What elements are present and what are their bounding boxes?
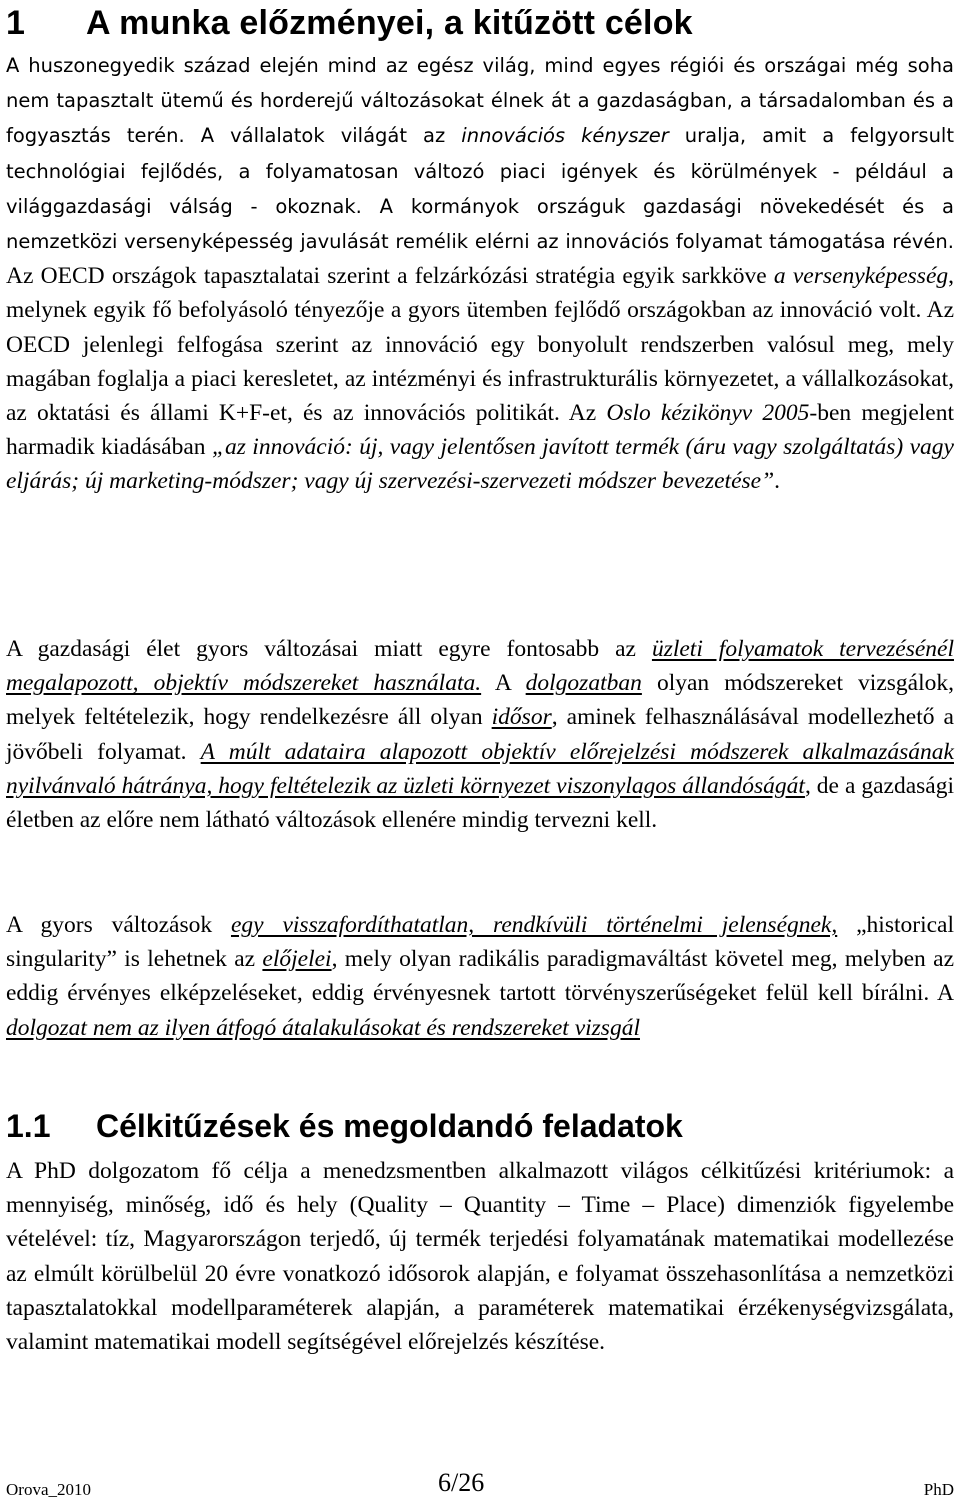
chapter-title: A munka előzményei, a kitűzött célok — [86, 4, 693, 42]
text-span: A gazdasági élet gyors változásai miatt egyre fontosabb az — [6, 636, 652, 662]
text-span: , mely olyan radikális paradigmaváltást követel meg, melyben az eddig érvényes elképzeléseket, eddig érvényesnek tartott törvényszerűségeket felül kell bírálni. A — [6, 946, 954, 1007]
emphasis-tortenelmi-jelenseg: egy visszafordíthatatlan, rendkívüli történelmi jelenségnek, — [230, 912, 838, 938]
chapter-heading — [6, 4, 693, 43]
emphasis-versenykepesseg: a versenyképesség — [773, 263, 949, 290]
page-number: 6/26 — [438, 1468, 485, 1497]
text-span: . — [774, 468, 781, 495]
text-span: Az OECD országok tapasztalatai szerint a felzárkózási stratégia egyik sarkköve — [6, 263, 774, 290]
emphasis-mult-adatai: A múlt adataira alapozott objektív előrejelzési módszerek alkalmazásának nyilvánvaló hátránya, hogy feltételezik az üzleti környezet viszonylagos állandóságát — [6, 738, 954, 799]
emphasis-year: 2005 — [752, 400, 810, 427]
emphasis-elojelei: előjelei — [262, 946, 332, 973]
chapter-number: 1 — [6, 4, 26, 42]
quoted-definition: „az innováció: új, vagy jelentősen javított termék (áru vagy szolgáltatás) vagy eljárás; új marketing-módszer; vagy új szervezési-szervezeti módszer bevezetése” — [6, 434, 954, 495]
footer-author: Orova_2010 — [6, 1480, 91, 1499]
emphasis-dolgozatban: dolgozatban — [525, 670, 642, 697]
text-span: A gyors változások — [6, 912, 231, 938]
text-span: uralja, amit a felgyorsult technológiai fejlődés, a folyamatosan változó piaci igények és körülmények - például a világgazdasági válság - okoznak. A kormányok országuk gazdasági növekedését és a nemzetközi versenyképesség javulását remélik elérni az innovációs folyamat támogatása révén. — [6, 124, 954, 254]
emphasis-dolgozat-nem: dolgozat nem az ilyen átfogó átalakulásokat és rendszereket vizsgál — [6, 1014, 640, 1041]
emphasis-innovacios-kenyszer: innovációs kényszer — [461, 124, 669, 148]
text-span: A huszonegyedik század elején mind az egész világ, mind egyes régiói és országai még soha nem tapasztalt ütemű és horderejű változásokat élnek át a gazdaságban, a társadalomban és a fogyasztás terén. A vállalatok világát az — [6, 54, 954, 148]
paragraph-intro — [6, 48, 954, 499]
section-title: Célkitűzések és megoldandó feladatok — [96, 1108, 683, 1144]
section-number: 1.1 — [6, 1108, 51, 1144]
text-span: -ben megjelent harmadik kiadásában — [6, 400, 954, 461]
text-span: A — [481, 670, 526, 697]
paragraph-changes — [6, 908, 954, 1045]
footer-degree: PhD — [923, 1480, 954, 1499]
text-span: , de a gazdasági életben az előre nem látható változások ellenére mindig tervezni kell. — [6, 772, 954, 834]
page-footer — [6, 1468, 954, 1500]
text-span: A PhD dolgozatom fő célja a menedzsmentben alkalmazott világos célkitűzési kritériumok: a mennyiség, minőség, idő és hely (Quality – Quantity – Time – Place) dimenziók figyelembe vételével: tíz, Magyarországon terjedő, új termék terjedési folyamatának matematikai modellezése az elmúlt körülbelül 20 évre vonatkozó idősorok alapján, e folyamat összehasonlítása a nemzetközi tapasztalatokkal modellparaméterek alapján, a paraméterek matematikai érzékenységvizsgálata, valamint matematikai modell segítségével előrejelzés készítése. — [6, 1158, 954, 1356]
emphasis-uzleti-folyamatok: üzleti folyamatok tervezésénél megalapozott, objektív módszereket használata. — [6, 636, 954, 697]
emphasis-idosor: idősor — [491, 704, 552, 731]
paragraph-goals — [6, 1154, 954, 1359]
text-span: , melynek egyik fő befolyásoló tényezője a gyors ütemben fejlődő országokban az innováció volt. Az OECD jelenlegi felfogása szerint az innováció egy bonyolult rendszerben valósul meg, mely magában foglalja a piaci keresletet, az intézményi és infrastrukturális környezetet, a vállalkozásokat, az oktatási és állami K+F-et, és az innovációs politikát. Az — [6, 263, 955, 427]
section-heading — [6, 1108, 683, 1145]
text-span: „historical singularity” is lehetnek az — [6, 912, 954, 973]
paragraph-methods — [6, 632, 954, 837]
text-span: , aminek felhasználásával modellezhető a jövőbeli folyamat. — [6, 704, 954, 765]
text-span: olyan módszereket vizsgálok, melyek feltételezik, hogy rendelkezésre áll olyan — [6, 670, 954, 731]
emphasis-oslo-kezikonyv: Oslo kézikönyv — [606, 400, 753, 427]
